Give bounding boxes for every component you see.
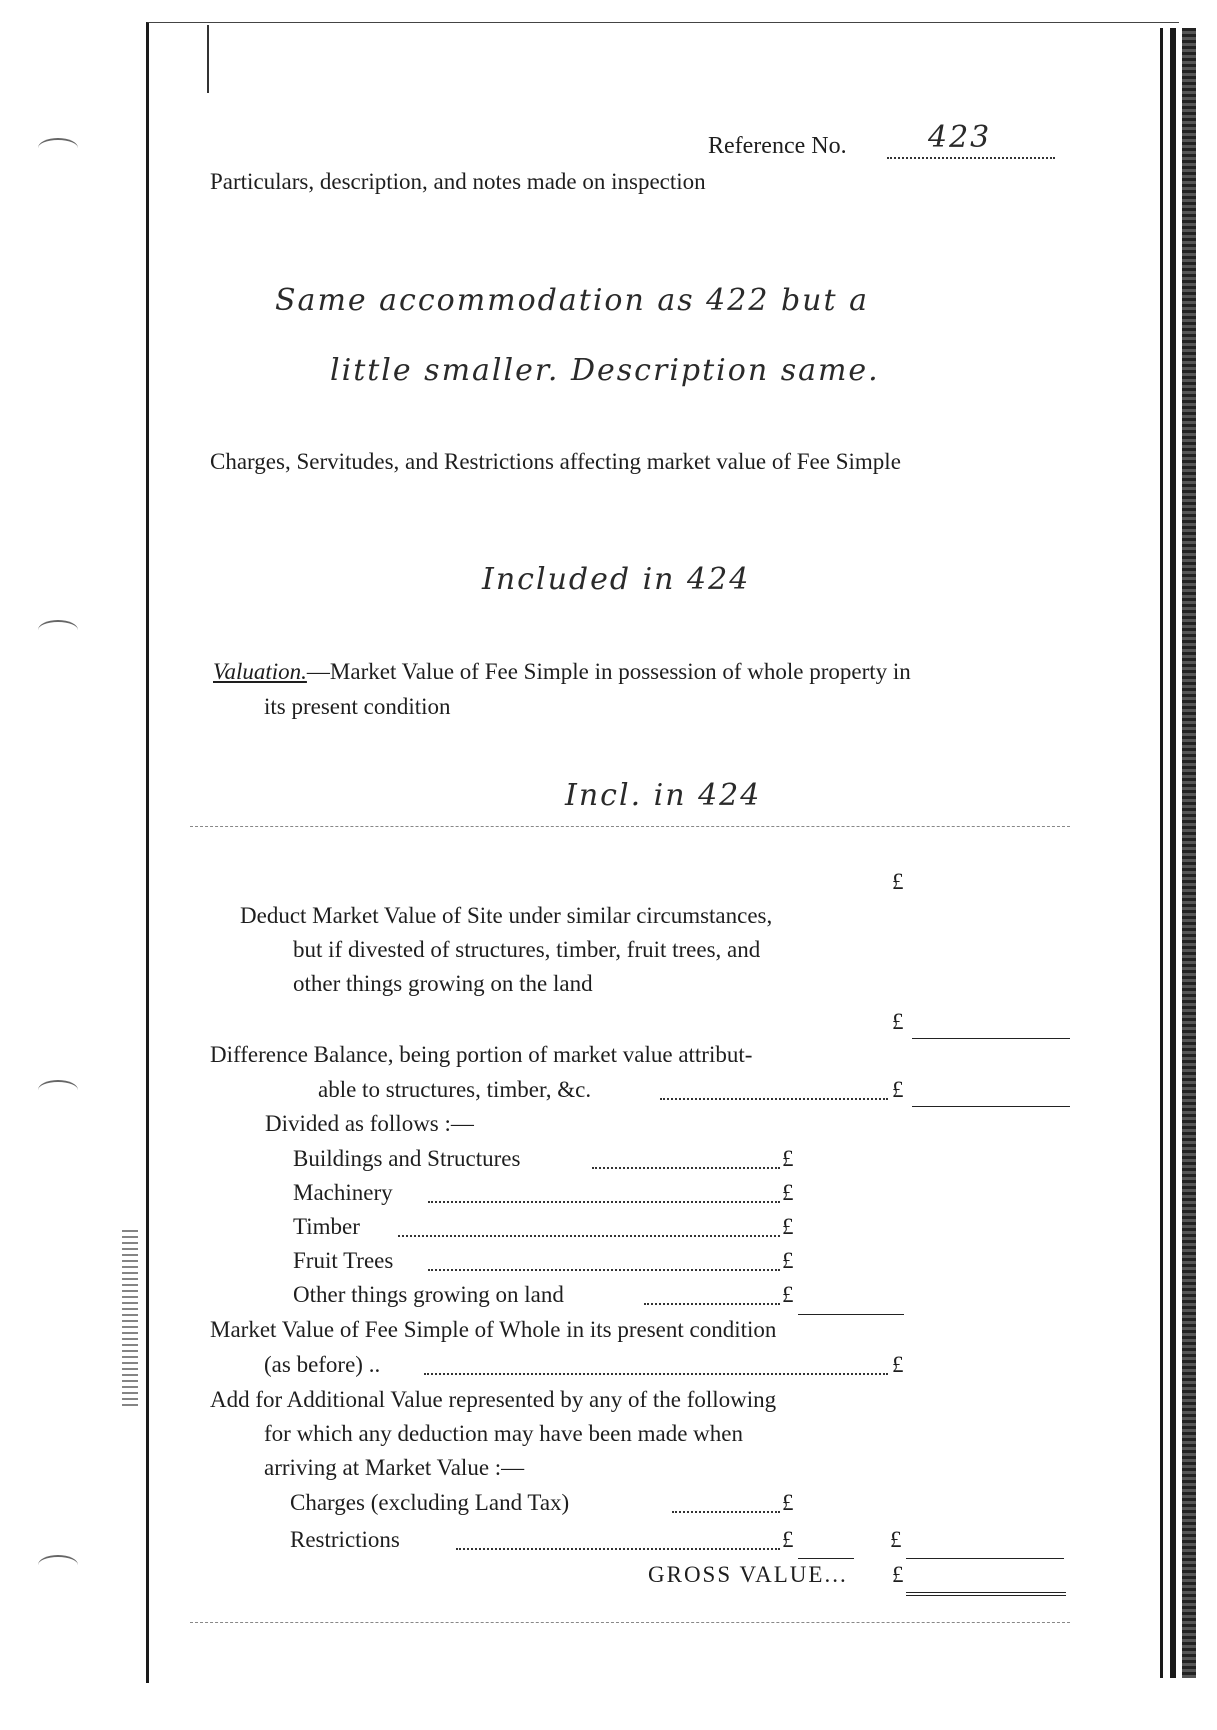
pound-sign: £: [892, 1352, 904, 1377]
difference-line2: able to structures, timber, &c.: [318, 1077, 592, 1102]
item-dots: [428, 1201, 780, 1203]
valuation-heading: [213, 660, 911, 683]
charges-handwriting: Included in 424: [482, 562, 751, 597]
item-dots: [672, 1511, 780, 1513]
pound-sign: £: [782, 1527, 794, 1552]
pound-sign: £: [892, 1562, 904, 1587]
particulars-label: Particulars, description, and notes made on inspection: [210, 169, 706, 194]
market-value-dots: [424, 1373, 888, 1375]
pound-sign: £: [782, 1214, 794, 1239]
pound-sign: £: [782, 1248, 794, 1273]
gross-value-label: GROSS VALUE...: [648, 1562, 848, 1587]
item-dots: [398, 1235, 780, 1237]
valuation-label-line2: its present condition: [264, 694, 451, 719]
margin-mark: [207, 25, 209, 93]
item-restrictions: Restrictions: [290, 1527, 400, 1552]
pound-sign: £: [890, 1527, 902, 1552]
pound-sign: £: [782, 1180, 794, 1205]
subtotal-rule: [798, 1314, 904, 1315]
reference-number: 423: [928, 120, 992, 155]
divided-label: Divided as follows :—: [265, 1111, 474, 1136]
page-edge: [1170, 28, 1176, 1678]
valuation-label-line1: —Market Value of Fee Simple in possession of whole property in: [306, 659, 911, 684]
pound-sign: £: [892, 1009, 904, 1034]
particulars-handwriting-line1: Same accommodation as 422 but a: [275, 283, 869, 318]
spine-marks: [122, 1230, 138, 1410]
item-dots: [428, 1269, 780, 1271]
item-fruit-trees: Fruit Trees: [293, 1248, 394, 1273]
separator-dashed: [190, 826, 1070, 827]
add-line2: for which any deduction may have been made when: [264, 1421, 743, 1446]
valuation-handwriting: Incl. in 424: [565, 778, 762, 813]
add-line3: arriving at Market Value :—: [264, 1455, 525, 1480]
particulars-handwriting-line2: little smaller. Description same.: [330, 353, 880, 388]
reference-dotted-line: [887, 157, 1055, 159]
binder-hole: [38, 138, 78, 158]
market-value-line2: (as before) ..: [264, 1352, 381, 1377]
deduct-line1: Deduct Market Value of Site under similar circumstances,: [240, 903, 773, 928]
item-other-things: Other things growing on land: [293, 1282, 564, 1307]
item-buildings: Buildings and Structures: [293, 1146, 521, 1171]
item-machinery: Machinery: [293, 1180, 393, 1205]
reference-label: Reference No.: [708, 133, 847, 159]
difference-dots: [660, 1098, 888, 1100]
amount-rule: [912, 1038, 1070, 1039]
item-charges: Charges (excluding Land Tax): [290, 1490, 570, 1515]
gross-value-rule: [906, 1592, 1066, 1596]
binder-hole: [38, 620, 78, 640]
item-dots: [592, 1167, 780, 1169]
page-edge: [1160, 28, 1163, 1678]
market-value-line1: Market Value of Fee Simple of Whole in its present condition: [210, 1317, 777, 1342]
amount-rule: [906, 1558, 1064, 1559]
subtotal-rule: [798, 1558, 854, 1559]
difference-line1: Difference Balance, being portion of market value attribut-: [210, 1042, 753, 1067]
binder-hole: [38, 1080, 78, 1100]
deduct-line3: other things growing on the land: [293, 971, 593, 996]
page-edge-stack: [1182, 28, 1196, 1678]
binder-hole: [38, 1555, 78, 1575]
pound-sign: £: [782, 1146, 794, 1171]
charges-label: Charges, Servitudes, and Restrictions affecting market value of Fee Simple: [210, 449, 901, 474]
add-line1: Add for Additional Value represented by any of the following: [210, 1387, 777, 1412]
item-dots: [456, 1548, 780, 1550]
valuation-title: Valuation.: [213, 659, 307, 684]
pound-sign: £: [782, 1282, 794, 1307]
item-dots: [644, 1303, 780, 1305]
amount-rule: [912, 1106, 1070, 1107]
pound-sign: £: [892, 1077, 904, 1102]
item-timber: Timber: [293, 1214, 360, 1239]
deduct-line2: but if divested of structures, timber, fruit trees, and: [293, 937, 761, 962]
separator-dashed: [190, 1622, 1070, 1623]
pound-sign: £: [782, 1490, 794, 1515]
pound-sign: £: [892, 869, 904, 894]
